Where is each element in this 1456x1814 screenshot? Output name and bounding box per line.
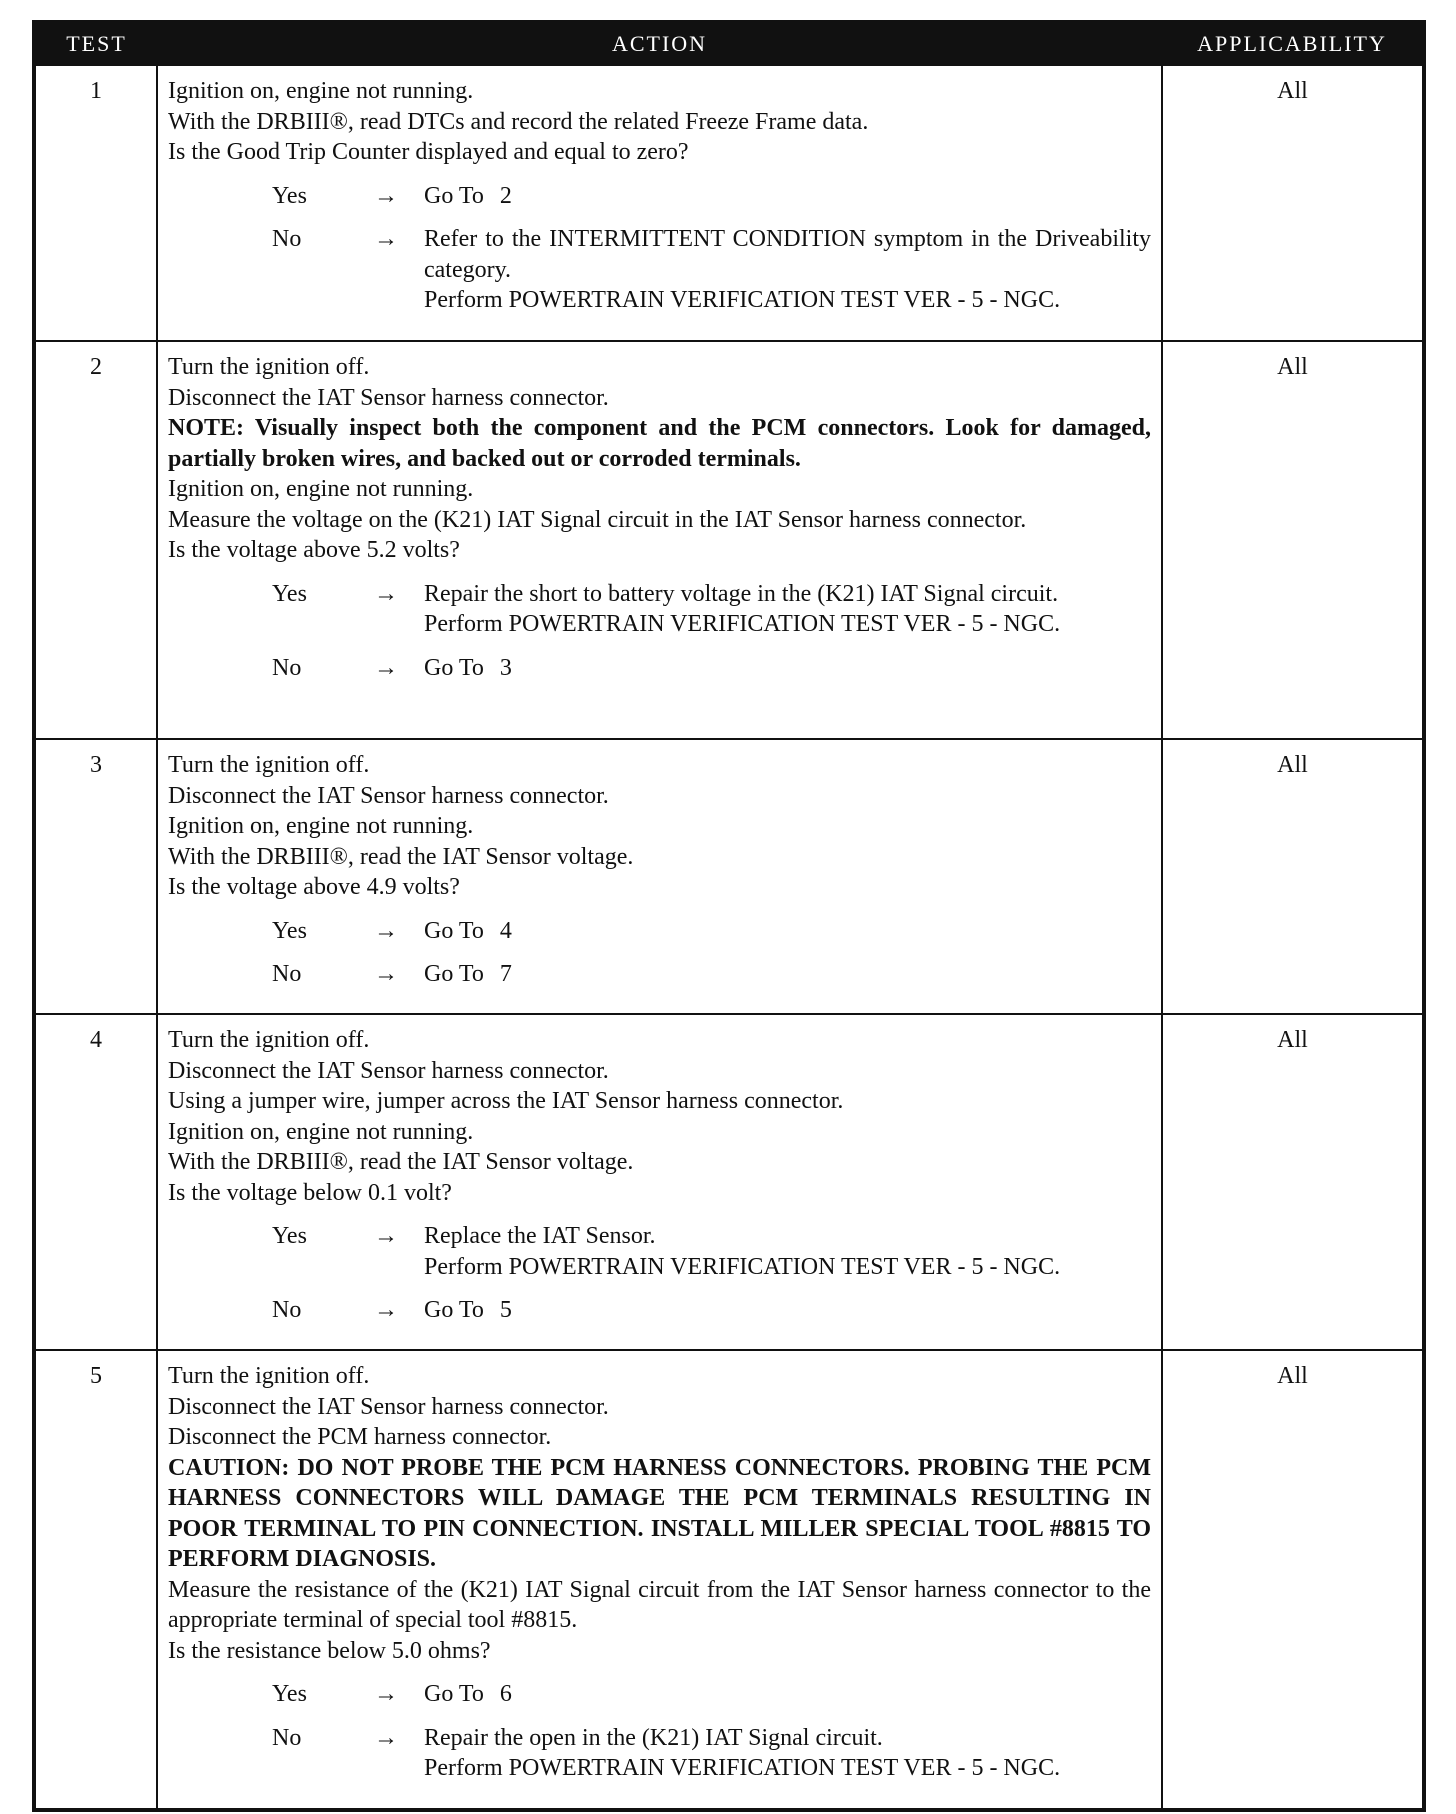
table-row bbox=[34, 341, 1424, 739]
action-step: Ignition on, engine not running. bbox=[168, 476, 474, 502]
test-number: 1 bbox=[34, 65, 157, 341]
no-label: No bbox=[272, 654, 302, 681]
arrow-icon: → bbox=[374, 917, 398, 944]
yes-branch bbox=[272, 181, 1151, 212]
table-row bbox=[34, 1014, 1424, 1350]
goto-label: Go To bbox=[424, 961, 484, 987]
no-result bbox=[424, 1723, 1151, 1784]
table-header-row bbox=[34, 22, 1424, 65]
yes-result bbox=[424, 1221, 1151, 1282]
action-step: With the DRBIII®, read the IAT Sensor voltage. bbox=[168, 843, 634, 870]
action-step: Is the resistance below 5.0 ohms? bbox=[168, 1637, 491, 1664]
yes-branch bbox=[272, 1679, 1151, 1710]
result-text: Replace the IAT Sensor. bbox=[424, 1223, 656, 1249]
test-number: 2 bbox=[34, 341, 157, 739]
action-step: Ignition on, engine not running. bbox=[168, 1118, 474, 1145]
action-cell bbox=[157, 65, 1162, 341]
goto-label: Go To bbox=[424, 182, 484, 209]
warning-text: NOTE: Visually inspect both the component and the PCM connectors. Look for damaged, partially broken wires, and backed out or corroded terminals. bbox=[168, 415, 1151, 472]
table-row bbox=[34, 65, 1424, 341]
table-row bbox=[34, 1350, 1424, 1810]
yes-branch bbox=[272, 916, 1151, 947]
action-step: Turn the ignition off. bbox=[168, 1363, 370, 1389]
no-branch bbox=[272, 653, 1151, 684]
test-number: 4 bbox=[34, 1014, 157, 1350]
action-step: Measure the resistance of the (K21) IAT Signal circuit from the IAT Sensor harness connector to the appropriate terminal of special tool #8815. bbox=[168, 1576, 1151, 1633]
yes-branch bbox=[272, 1221, 1151, 1282]
goto-number: 7 bbox=[499, 961, 512, 987]
no-label: No bbox=[272, 961, 302, 987]
result-text: Repair the open in the (K21) IAT Signal circuit. bbox=[424, 1724, 883, 1751]
no-branch bbox=[272, 1295, 1151, 1326]
warning-text: CAUTION: DO NOT PROBE THE PCM HARNESS CONNECTORS. PROBING THE PCM HARNESS CONNECTORS WILL DAMAGE THE PCM TERMINALS RESULTING IN POOR TERMINAL TO PIN CONNECTION. INSTALL MILLER SPECIAL TOOL #8815 TO PERFORM DIAGNOSIS. bbox=[168, 1454, 1151, 1572]
test-number: 5 bbox=[34, 1350, 157, 1810]
result-text: Perform POWERTRAIN VERIFICATION TEST VER - 5 - NGC. bbox=[424, 287, 1061, 313]
goto-number: 6 bbox=[499, 1681, 512, 1707]
diagnostic-sheet bbox=[32, 20, 1422, 1812]
action-step: Disconnect the IAT Sensor harness connector. bbox=[168, 782, 609, 809]
action-cell bbox=[157, 1014, 1162, 1350]
action-step: Is the Good Trip Counter displayed and equal to zero? bbox=[168, 139, 689, 165]
header-applicability: APPLICABILITY bbox=[1162, 22, 1424, 65]
header-action: ACTION bbox=[157, 22, 1162, 65]
action-step: Is the voltage below 0.1 volt? bbox=[168, 1179, 452, 1206]
no-result bbox=[424, 959, 1151, 990]
result-text: Perform POWERTRAIN VERIFICATION TEST VER - 5 - NGC. bbox=[424, 1253, 1061, 1280]
yes-result bbox=[424, 1679, 1151, 1710]
applicability-cell: All bbox=[1162, 65, 1424, 341]
arrow-icon: → bbox=[374, 1297, 398, 1323]
table-body bbox=[34, 65, 1424, 1810]
action-step: Measure the voltage on the (K21) IAT Signal circuit in the IAT Sensor harness connector. bbox=[168, 506, 1027, 533]
applicability-cell: All bbox=[1162, 1350, 1424, 1810]
arrow-icon: → bbox=[374, 580, 398, 607]
action-step: Is the voltage above 4.9 volts? bbox=[168, 874, 460, 900]
action-step: With the DRBIII®, read the IAT Sensor voltage. bbox=[168, 1149, 634, 1175]
yes-label: Yes bbox=[272, 1223, 307, 1249]
yes-label: Yes bbox=[272, 580, 307, 607]
arrow-icon: → bbox=[374, 182, 398, 209]
goto-label: Go To bbox=[424, 1681, 484, 1707]
no-label: No bbox=[272, 226, 302, 252]
action-cell bbox=[157, 739, 1162, 1014]
applicability-cell: All bbox=[1162, 739, 1424, 1014]
no-branch bbox=[272, 1723, 1151, 1784]
action-step: Disconnect the PCM harness connector. bbox=[168, 1424, 552, 1450]
yes-label: Yes bbox=[272, 182, 307, 209]
diagnostic-table bbox=[32, 20, 1426, 1812]
table-row bbox=[34, 739, 1424, 1014]
arrow-icon: → bbox=[374, 1681, 398, 1707]
action-step: Ignition on, engine not running. bbox=[168, 813, 474, 839]
no-result bbox=[424, 653, 1151, 684]
yes-result bbox=[424, 916, 1151, 947]
test-number: 3 bbox=[34, 739, 157, 1014]
action-cell bbox=[157, 1350, 1162, 1810]
no-branch bbox=[272, 959, 1151, 990]
goto-number: 5 bbox=[499, 1297, 512, 1323]
goto-number: 3 bbox=[499, 654, 512, 681]
result-text: Perform POWERTRAIN VERIFICATION TEST VER - 5 - NGC. bbox=[424, 1755, 1061, 1781]
result-text: Repair the short to battery voltage in the (K21) IAT Signal circuit. bbox=[424, 580, 1059, 607]
no-result bbox=[424, 1295, 1151, 1326]
applicability-cell: All bbox=[1162, 341, 1424, 739]
goto-label: Go To bbox=[424, 917, 484, 944]
result-text: Perform POWERTRAIN VERIFICATION TEST VER - 5 - NGC. bbox=[424, 611, 1061, 637]
action-step: Turn the ignition off. bbox=[168, 752, 370, 778]
no-label: No bbox=[272, 1297, 302, 1323]
yes-result bbox=[424, 579, 1151, 640]
arrow-icon: → bbox=[374, 226, 398, 252]
goto-label: Go To bbox=[424, 1297, 484, 1323]
arrow-icon: → bbox=[374, 961, 398, 987]
no-label: No bbox=[272, 1724, 302, 1751]
yes-result bbox=[424, 181, 1151, 212]
arrow-icon: → bbox=[374, 1724, 398, 1751]
action-cell bbox=[157, 341, 1162, 739]
action-step: Turn the ignition off. bbox=[168, 1027, 370, 1053]
action-step: Disconnect the IAT Sensor harness connector. bbox=[168, 384, 609, 411]
action-step: Is the voltage above 5.2 volts? bbox=[168, 537, 460, 563]
header-test: TEST bbox=[34, 22, 157, 65]
goto-label: Go To bbox=[424, 654, 484, 681]
action-step: Using a jumper wire, jumper across the IAT Sensor harness connector. bbox=[168, 1088, 844, 1114]
no-branch bbox=[272, 224, 1151, 316]
action-step: Disconnect the IAT Sensor harness connector. bbox=[168, 1393, 609, 1420]
action-step: Turn the ignition off. bbox=[168, 354, 370, 380]
yes-label: Yes bbox=[272, 1681, 307, 1707]
action-step: With the DRBIII®, read DTCs and record the related Freeze Frame data. bbox=[168, 108, 869, 135]
goto-number: 4 bbox=[499, 917, 512, 944]
goto-number: 2 bbox=[499, 182, 512, 209]
no-result bbox=[424, 224, 1151, 316]
yes-label: Yes bbox=[272, 917, 307, 944]
action-step: Disconnect the IAT Sensor harness connector. bbox=[168, 1057, 609, 1084]
applicability-cell: All bbox=[1162, 1014, 1424, 1350]
result-text: Refer to the INTERMITTENT CONDITION symptom in the Driveability category. bbox=[424, 226, 1151, 283]
yes-branch bbox=[272, 579, 1151, 640]
arrow-icon: → bbox=[374, 654, 398, 681]
action-step: Ignition on, engine not running. bbox=[168, 78, 474, 104]
arrow-icon: → bbox=[374, 1223, 398, 1249]
